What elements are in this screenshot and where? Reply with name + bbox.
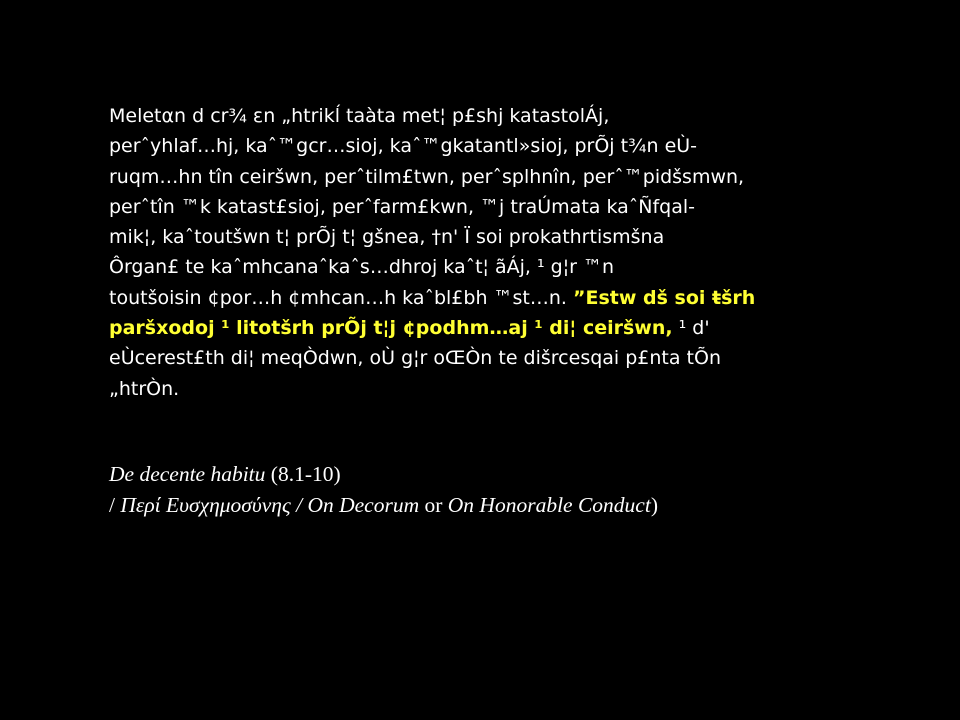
latin-title: De decente habitu	[109, 462, 266, 486]
highlighted-text: paršxodoj ¹ litotšrh prÕj t¦j ¢podhm…aj ¹ di¦ ceiršwn,	[109, 317, 673, 340]
quote-line: „htrÒn.	[109, 377, 180, 400]
quote-line: Ôrgan£ te kaˆmhcanaˆkaˆs…dhroj kaˆt¦ ãÁj, ¹ g¦r ™n	[109, 256, 614, 279]
citation-separator: /	[109, 493, 121, 517]
quote-line: mik¦, kaˆtoutšwn t¦ prÕj t¦ gšnea, †n' Ï soi prokathrtismšna	[109, 226, 665, 249]
greek-title: Περί Ευσχημοσύνης	[120, 493, 291, 517]
highlighted-text: ”Estw dš soi ŧšrh	[573, 286, 756, 309]
citation-separator: /	[290, 493, 308, 517]
section-reference: (8.1-10)	[265, 462, 341, 486]
quote-line: perˆtîn ™k katast£sioj, perˆfarm£kwn, ™j traÚmata kaˆÑfqal-	[109, 195, 696, 218]
english-title-alt: On Honorable Conduct	[447, 493, 651, 517]
english-title: On Decorum	[307, 493, 420, 517]
citation-line-2	[109, 490, 869, 521]
citation-conjunction: or	[419, 493, 448, 517]
quote-line	[109, 313, 809, 343]
quote-line: perˆyhlaf…hj, kaˆ™gcr…sioj, kaˆ™gkatantl»sioj, prÕj t¾n eÙ-	[109, 135, 698, 158]
quote-text: toutšoisin ¢por…h ¢mhcan…h kaˆbl£bh ™st…n.	[109, 286, 573, 309]
citation	[109, 459, 869, 521]
citation-close: )	[650, 493, 658, 517]
quote-line: Meletαn d cr¾ εn „htrikĺ taàta met¦ p£shj katastolÁj,	[109, 105, 610, 127]
quote-line	[109, 283, 809, 313]
quote-line: ruqm…hn tîn ceiršwn, perˆtilm£twn, perˆsplhnîn, perˆ™pidšsmwn,	[109, 165, 745, 188]
quote-text: ¹ d'	[672, 317, 710, 340]
citation-line-1	[109, 459, 869, 490]
quote-line: eÙcerest£th di¦ meqÒdwn, oÙ g¦r oŒÒn te dišrcesqai p£nta tÕn	[109, 347, 722, 370]
hippocratic-quote	[109, 101, 809, 404]
